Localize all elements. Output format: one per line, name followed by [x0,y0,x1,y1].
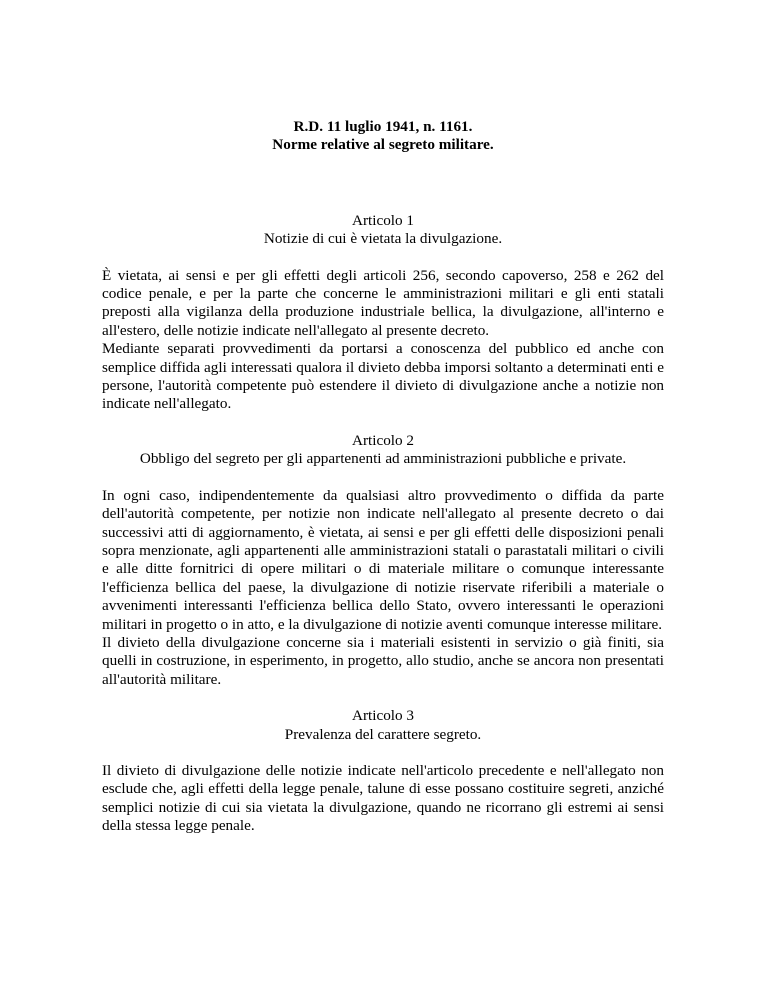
article-paragraph: Il divieto della divulgazione concerne sia i materiali esistenti in servizio o già finiti, sia quelli in costruzione, in esperimento, in progetto, allo studio, anche se ancora non presentati all'autorità militare. [102,633,664,688]
article-number: Articolo 3 [351,707,414,725]
article-title: Prevalenza del carattere segreto. [284,725,482,743]
article-body [102,267,664,414]
article-paragraph: Il divieto di divulgazione delle notizie indicate nell'articolo precedente e nell'allegato non esclude che, agli effetti della legge penale, talune di esse possano costituire segreti, anziché semplici notizie di cui sia vietata la divulgazione, quando ne ricorrano gli estremi ai sensi della stessa legge penale. [102,761,664,835]
document-page [102,118,664,854]
article-number: Articolo 1 [351,211,414,229]
article-title: Obbligo del segreto per gli appartenenti ad amministrazioni pubbliche e private. [139,450,627,468]
document-title [102,118,664,155]
article-body [102,487,664,689]
article-2 [102,432,664,689]
article-title: Notizie di cui è vietata la divulgazione. [263,230,503,248]
title-line-decree: R.D. 11 luglio 1941, n. 1161. [293,118,473,135]
article-heading [102,707,664,744]
article-paragraph: È vietata, ai sensi e per gli effetti degli articoli 256, secondo capoverso, 258 e 262 del codice penale, e per la parte che concerne le amministrazioni militari e gli enti statali preposti alla vigilanza della produzione industriale bellica, la divulgazione, all'interno e all'estero, delle notizie indicate nell'allegato al presente decreto. [102,266,664,339]
article-1 [102,212,664,414]
article-heading [102,212,664,249]
article-3 [102,707,664,835]
article-body [102,762,664,836]
article-number: Articolo 2 [351,431,414,449]
article-heading [102,432,664,469]
title-line-subject: Norme relative al segreto militare. [272,136,494,154]
article-paragraph: Mediante separati provvedimenti da portarsi a conoscenza del pubblico ed anche con semplice diffida agli interessati qualora il divieto debba imporsi soltanto a determinati enti e persone, l'autorità competente può estendere il divieto di divulgazione anche a notizie non indicate nell'allegato. [102,340,664,413]
article-paragraph: In ogni caso, indipendentemente da qualsiasi altro provvedimento o diffida da parte dell'autorità competente, per notizie non indicate nell'allegato al presente decreto o dai successivi atti di aggiornamento, è vietata, ai sensi e per gli effetti delle disposizioni penali sopra menzionate, agli appartenenti alle amministrazioni statali o parastatali militari o civili e alle ditte fornitrici di opere militari o di materiale militare o comunque interessante l'efficienza bellica del paese, la divulgazione di notizie riservate riferibili a materiale o avvenimenti interessanti l'efficienza bellica dello Stato, ovvero interessanti le operazioni militari in progetto o in atto, e la divulgazione di notizie aventi comunque interesse militare. [102,486,664,633]
